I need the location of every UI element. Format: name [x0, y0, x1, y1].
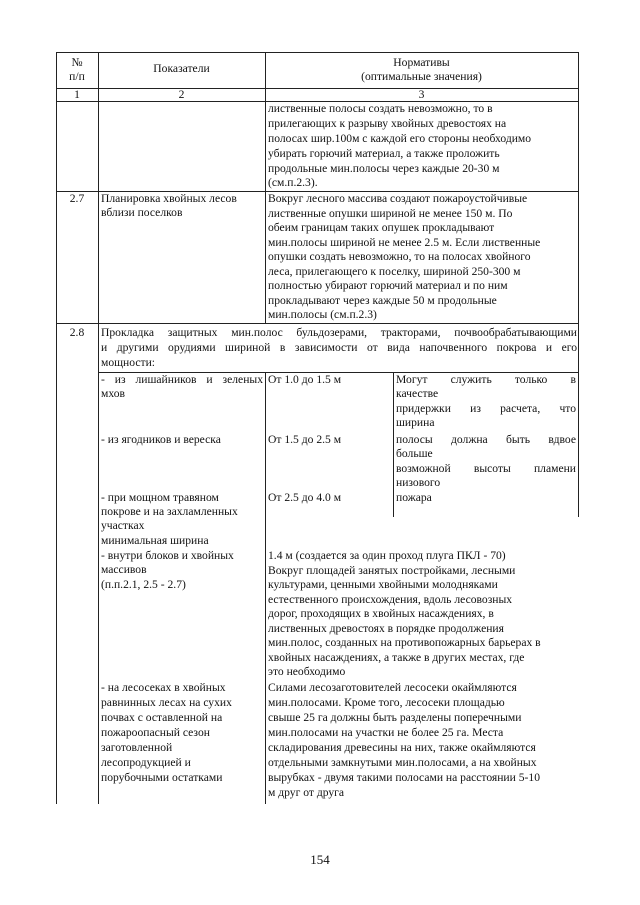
- norm-line: хвойных насаждениях, а также в других местах, где: [268, 651, 525, 664]
- note-line: больше: [396, 447, 433, 460]
- norm-line: складирования древесины на них, также окаймляются: [268, 741, 536, 754]
- item-label: заготовленной: [101, 741, 173, 754]
- note-col-divider: [393, 372, 394, 517]
- item-label: - из лишайников и зеленых: [101, 373, 263, 386]
- table-border-right-lower: [578, 372, 579, 517]
- item-label: - из ягодников и вереска: [101, 433, 221, 446]
- norm-line: культурами, ценными хвойными молодняками: [268, 578, 498, 591]
- item-label: (п.п.2.1, 2.5 - 2.7): [101, 578, 186, 591]
- item-width-value: От 2.5 до 4.0 м: [268, 491, 342, 504]
- norm-line: лиственные опушки шириной не менее 150 м. По: [268, 207, 513, 220]
- norm-line: отдельными замкнутыми мин.полосами, а на хвойных: [268, 756, 537, 769]
- norm-line: мин.полосы шириной не менее 2.5 м. Если лиственные: [268, 236, 541, 249]
- continued-line: лиственные полосы создать невозможно, то в: [268, 102, 493, 115]
- min-width-label: минимальная ширина: [101, 534, 209, 547]
- row-2-7-indicator: вблизи поселков: [101, 206, 183, 219]
- norm-line: полностью убирают горючий материал и по ним: [268, 279, 508, 292]
- row-2-7-bottom-line: [56, 323, 579, 324]
- norm-line: свыше 25 га должны быть разделены поперечными: [268, 711, 522, 724]
- continued-line: убирать горючий материал, а также проложить: [268, 147, 500, 160]
- col-divider-1: [98, 52, 99, 804]
- item-label: порубочными остатками: [101, 771, 223, 784]
- header-col2-indicators: Показатели: [153, 62, 210, 75]
- norm-line: мин.полосы (см.п.2.3): [268, 308, 377, 321]
- table-border-top: [56, 52, 579, 53]
- table-border-right: [578, 52, 579, 372]
- item-width-value: От 1.5 до 2.5 м: [268, 433, 342, 446]
- header-col3-optimal: (оптимальные значения): [361, 70, 482, 83]
- row-2-8-number: 2.8: [69, 326, 85, 339]
- item-width-value: От 1.0 до 1.5 м: [268, 373, 342, 386]
- heading-line: мощности:: [101, 356, 155, 369]
- note-line: возможной высоты пламени: [396, 462, 576, 475]
- norm-line: это необходимо: [268, 665, 346, 678]
- continued-line: прилегающих к разрыву хвойных древостоях на: [268, 117, 507, 130]
- row-2-7-number: 2.7: [69, 192, 85, 205]
- norm-line: прокладывают через каждые 50 м продольные: [268, 294, 497, 307]
- col-divider-2-lower: [265, 372, 266, 804]
- item-label: участках: [101, 519, 145, 532]
- note-line: полосы должна быть вдвое: [396, 433, 576, 446]
- norm-line: мин.полосами на участки не более 25 га. Места: [268, 726, 504, 739]
- norm-line: Вокруг лесного массива создают пожароустойчивые: [268, 192, 528, 205]
- item-label: почвах с оставленной на: [101, 711, 223, 724]
- norm-line: мин.полос, созданных на противопожарных барьерах в: [268, 636, 541, 649]
- item-label: - при мощном травяном: [101, 491, 219, 504]
- continued-line: продольные мин.полосы через каждые 20-30 м: [268, 162, 500, 175]
- item-label: - внутри блоков и хвойных: [101, 549, 234, 562]
- header-col1-pp: п/п: [69, 70, 85, 83]
- norm-line: Вокруг площадей занятых постройками, лесными: [268, 564, 516, 577]
- item-label: лесопродукцией и: [101, 756, 191, 769]
- item-label: массивов: [101, 563, 147, 576]
- item-label: пожароопасный сезон: [101, 726, 210, 739]
- norm-line: естественного происхождения, вдоль лесовозных: [268, 593, 513, 606]
- note-line: ширина: [396, 416, 435, 429]
- norm-line: лиственных древостоях в порядке продолжения: [268, 622, 504, 635]
- row-2-7-indicator: Планировка хвойных лесов: [101, 192, 237, 205]
- colnum-1: 1: [74, 88, 80, 101]
- colnum-3: 3: [418, 88, 425, 101]
- note-line: Могут служить только в: [396, 373, 576, 386]
- continued-line: полосах шир.100м с каждой его стороны необходимо: [268, 132, 532, 145]
- norm-line: 1.4 м (создается за один проход плуга ПКЛ - 70): [268, 549, 506, 562]
- heading-line: Прокладка защитных мин.полос бульдозерами, тракторами, почвообрабатывающими: [101, 326, 577, 339]
- norm-line: м друг от друга: [268, 786, 345, 799]
- norm-line: обеим границам таких опушек прокладывают: [268, 221, 495, 234]
- norm-line: вырубках - двумя такими полосами на расстоянии 5-10: [268, 771, 540, 784]
- norm-line: леса, прилегающего к поселку, шириной 250-300 м: [268, 265, 521, 278]
- item-label: покрове и на захламленных: [101, 505, 238, 518]
- item-label: - на лесосеках в хвойных: [101, 681, 226, 694]
- colnum-2: 2: [178, 88, 185, 101]
- norm-line: опушки создать невозможно, то на полосах хвойного: [268, 250, 531, 263]
- note-line: качестве: [396, 387, 439, 400]
- item-label: мхов: [101, 387, 125, 400]
- norm-line: мин.полосами. Кроме того, лесосеки площадью: [268, 696, 505, 709]
- norm-line: дорог, проходящих в хвойных насаждениях, в: [268, 607, 494, 620]
- note-line: пожара: [396, 491, 432, 504]
- header-col3-norms: Нормативы: [393, 56, 450, 69]
- page-number: 154: [310, 852, 330, 867]
- note-line: низового: [396, 476, 441, 489]
- note-line: придержки из расчета, что: [396, 402, 576, 415]
- heading-line: и другими орудиями шириной в зависимости от вида напочвенного покрова и его: [101, 341, 577, 354]
- item-label: равнинных лесах на сухих: [101, 696, 232, 709]
- table-border-left-lower: [56, 372, 57, 804]
- header-col1-number-sign: №: [71, 56, 83, 69]
- norm-line: Силами лесозаготовителей лесосеки окаймляются: [268, 681, 517, 694]
- continued-line: (см.п.2.3).: [268, 176, 318, 189]
